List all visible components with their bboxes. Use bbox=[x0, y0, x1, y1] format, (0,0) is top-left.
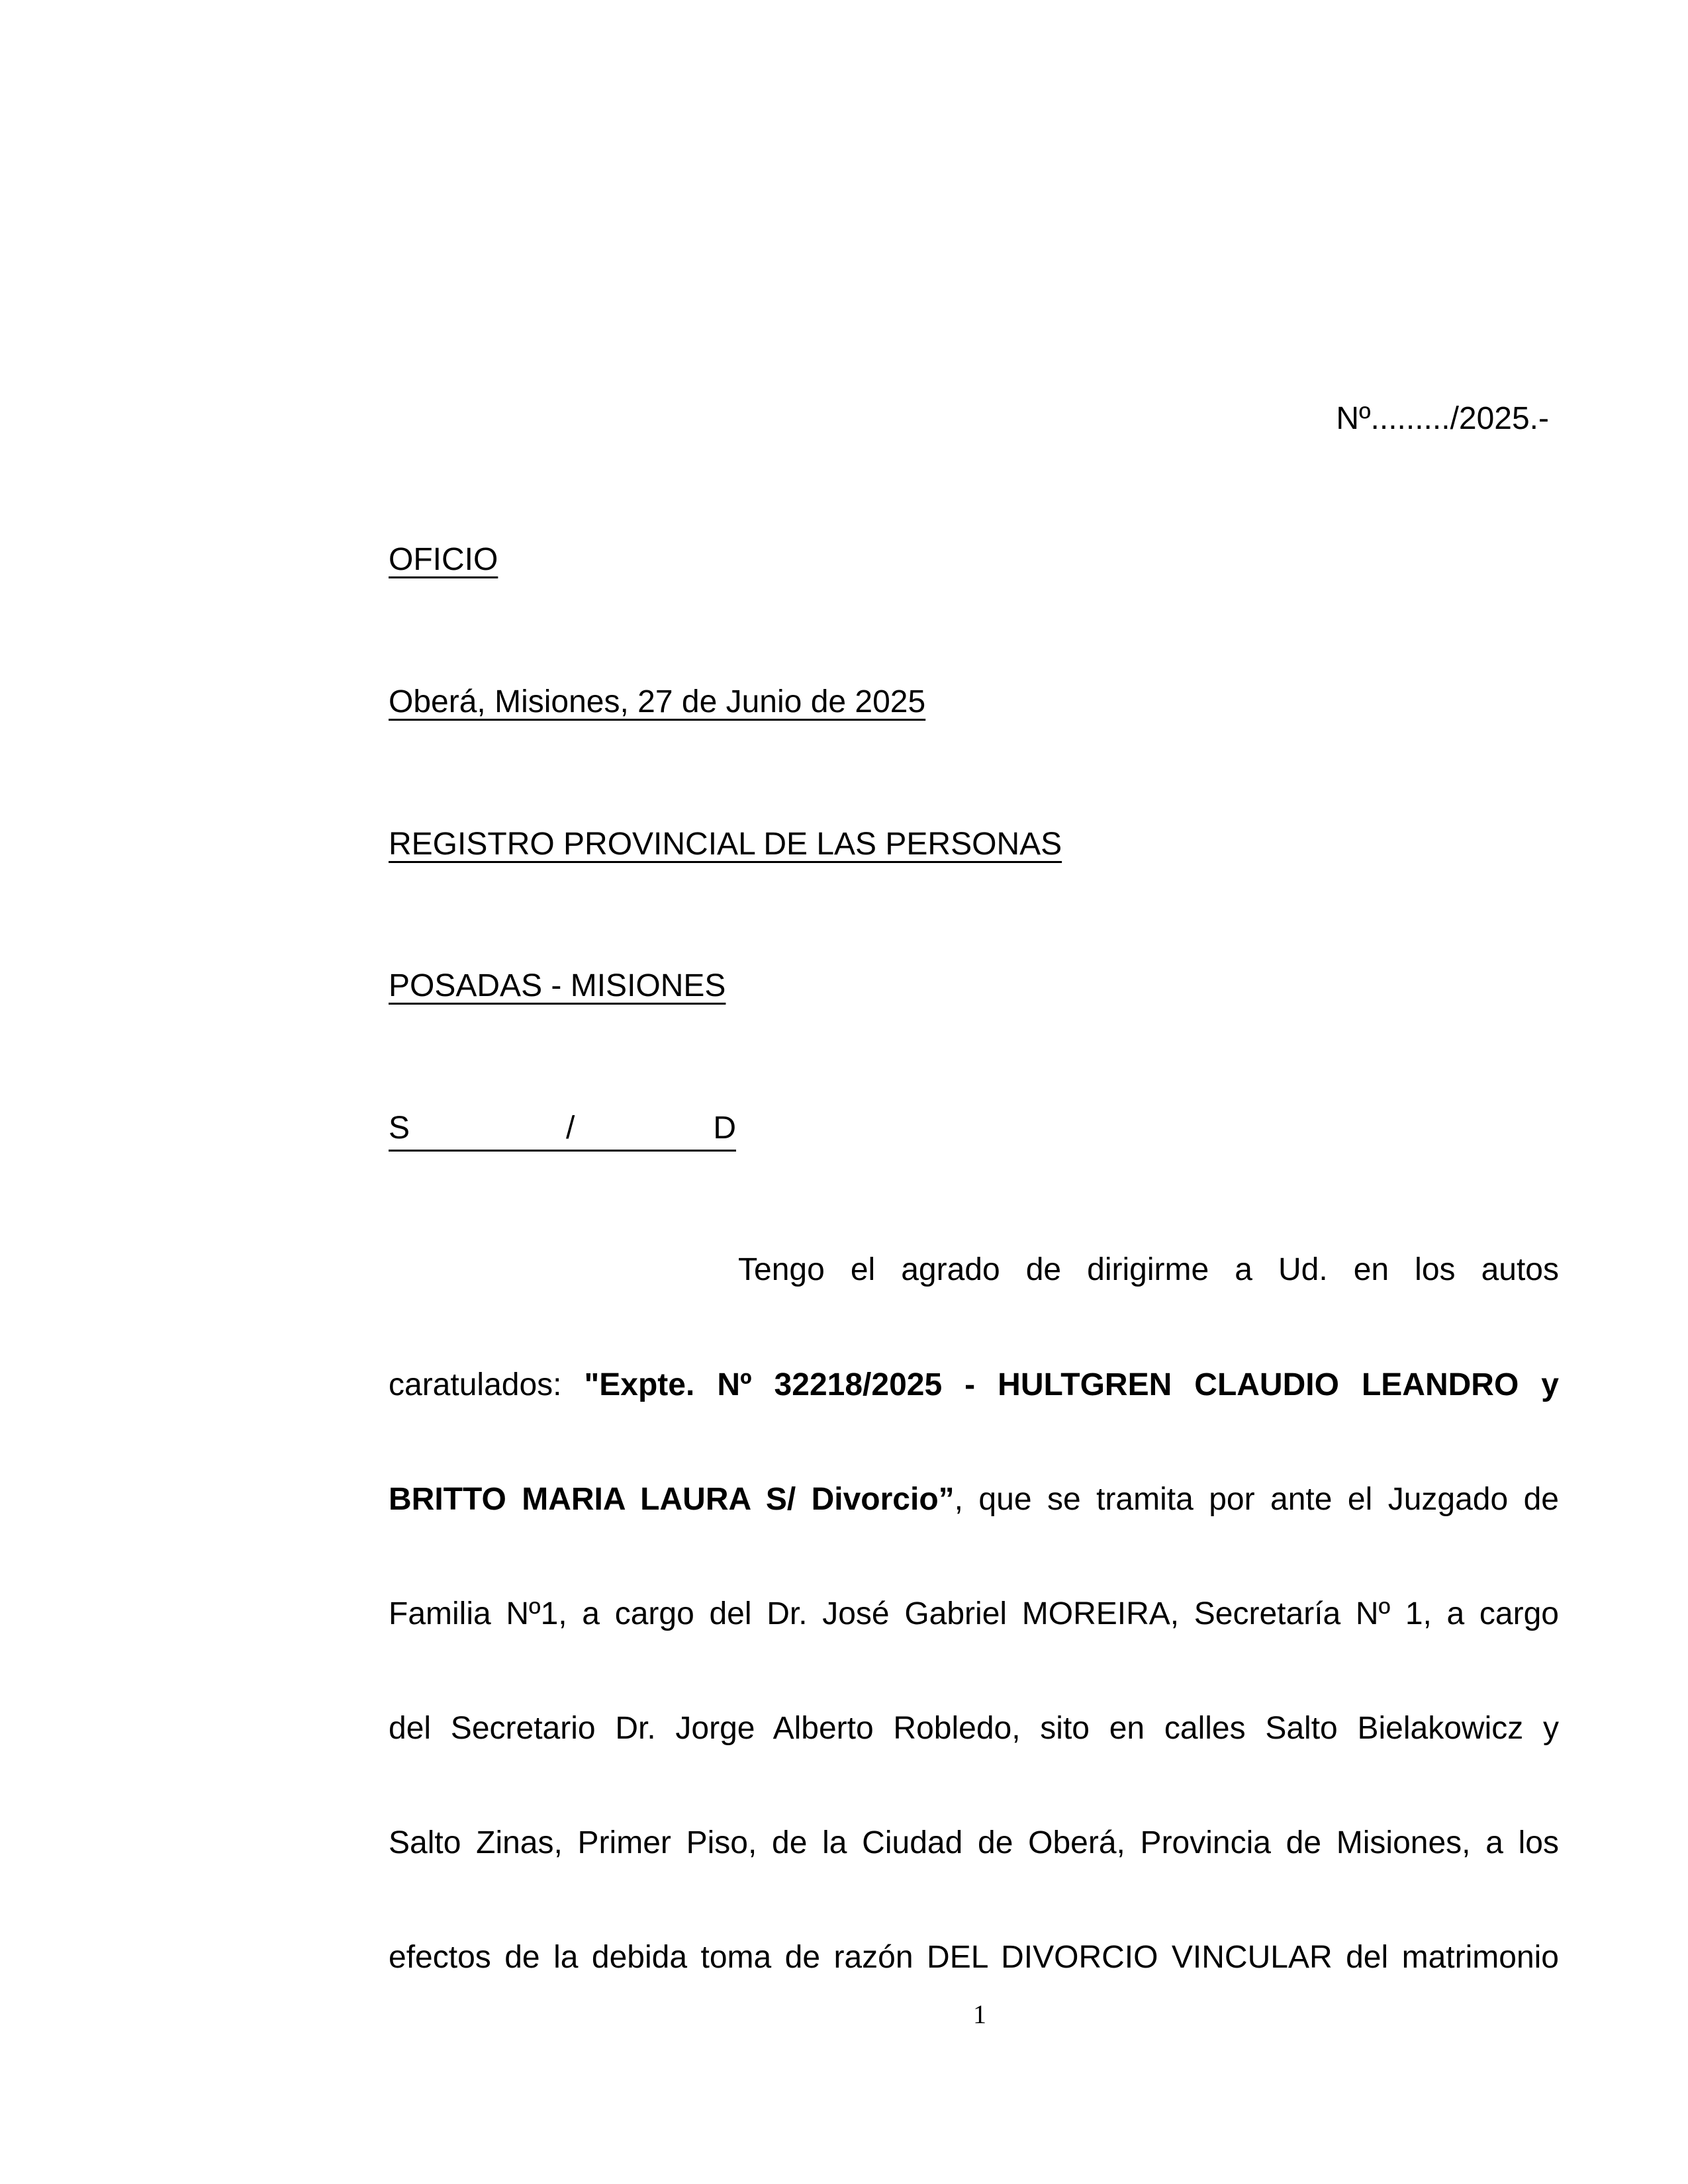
sd-d: D bbox=[713, 1111, 736, 1146]
case-title-part-2: BRITTO MARIA LAURA S/ Divorcio” bbox=[389, 1482, 955, 1517]
body-line-7-text: efectos de la debida toma de razón DEL DIVORCIO VINCULAR del matrimonio bbox=[389, 1940, 1559, 1975]
body-line-4 bbox=[389, 1595, 1559, 1633]
case-title-part-1: "Expte. Nº 32218/2025 - HULTGREN CLAUDIO LEANDRO y bbox=[584, 1367, 1560, 1402]
body-line-6-text: Salto Zinas, Primer Piso, de la Ciudad de Oberá, Provincia de Misiones, a los bbox=[389, 1825, 1559, 1860]
document-type-heading: OFICIO bbox=[389, 542, 498, 577]
body-line-2-lead: caratulados: bbox=[389, 1367, 585, 1402]
body-line-1-text: Tengo el agrado de dirigirme a Ud. en los autos bbox=[738, 1252, 1559, 1287]
body-line-1 bbox=[738, 1251, 1559, 1289]
body-line-3-tail: , que se tramita por ante el Juzgado de bbox=[954, 1482, 1559, 1517]
body-line-7 bbox=[389, 1938, 1559, 1976]
body-line-2 bbox=[389, 1366, 1559, 1404]
body-line-3 bbox=[389, 1480, 1559, 1518]
recipient-city: POSADAS - MISIONES bbox=[389, 968, 726, 1003]
recipient: REGISTRO PROVINCIAL DE LAS PERSONAS bbox=[389, 827, 1062, 862]
sd-line bbox=[389, 1110, 736, 1152]
body-line-4-text: Familia Nº1, a cargo del Dr. José Gabriel MOREIRA, Secretaría Nº 1, a cargo bbox=[389, 1596, 1559, 1631]
sd-s: S bbox=[389, 1111, 410, 1146]
place-date: Oberá, Misiones, 27 de Junio de 2025 bbox=[389, 684, 926, 719]
body-line-5-text: del Secretario Dr. Jorge Alberto Robledo, sito en calles Salto Bielakowicz y bbox=[389, 1711, 1559, 1746]
body-line-5 bbox=[389, 1709, 1559, 1747]
sd-slash: / bbox=[566, 1111, 575, 1146]
document-number: Nº........./2025.- bbox=[1336, 401, 1549, 436]
page-number: 1 bbox=[973, 1999, 986, 2029]
body-line-6 bbox=[389, 1824, 1559, 1862]
